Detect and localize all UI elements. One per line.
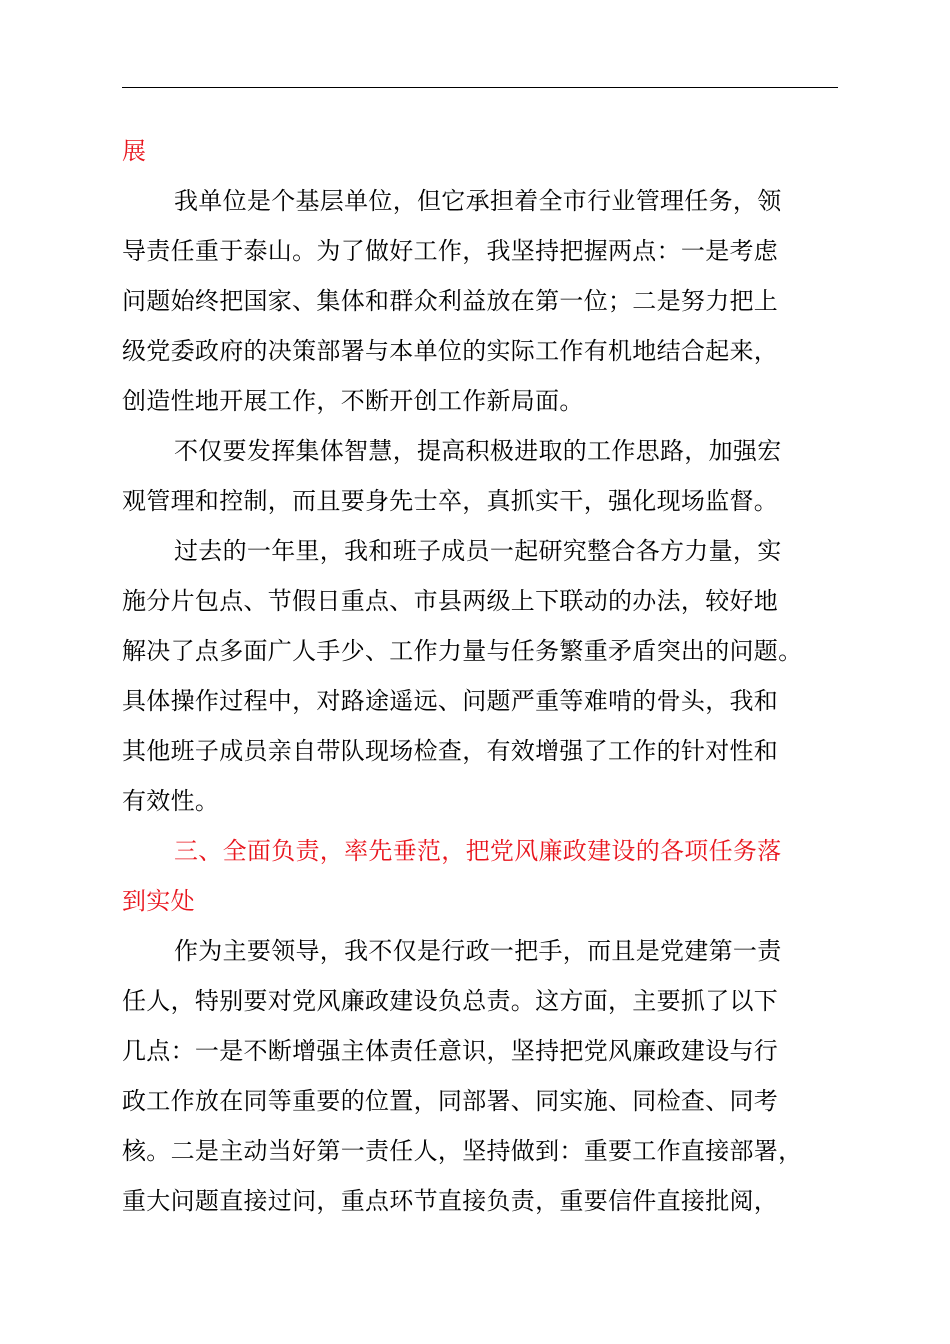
paragraph-line: 核。二是主动当好第一责任人，坚持做到：重要工作直接部署， <box>122 1137 803 1165</box>
paragraph-line: 问题始终把国家、集体和群众利益放在第一位；二是努力把上 <box>122 287 779 315</box>
section-heading: 到实处 <box>122 887 195 915</box>
document-body <box>122 126 838 1226</box>
paragraph-line: 几点：一是不断增强主体责任意识，坚持把党风廉政建设与行 <box>122 1037 779 1065</box>
paragraph-line: 我单位是个基层单位，但它承担着全市行业管理任务，领 <box>174 187 782 215</box>
paragraph-line: 过去的一年里，我和班子成员一起研究整合各方力量，实 <box>174 537 782 565</box>
paragraph-line: 创造性地开展工作，不断开创工作新局面。 <box>122 387 584 415</box>
heading-continuation: 展 <box>122 137 147 165</box>
paragraph-line: 政工作放在同等重要的位置，同部署、同实施、同检查、同考 <box>122 1087 779 1115</box>
section-heading: 三、全面负责，率先垂范，把党风廉政建设的各项任务落 <box>174 837 782 865</box>
paragraph-line: 重大问题直接过问，重点环节直接负责，重要信件直接批阅， <box>122 1187 779 1215</box>
paragraph-line: 解决了点多面广人手少、工作力量与任务繁重矛盾突出的问题。 <box>122 637 803 665</box>
paragraph-line: 有效性。 <box>122 787 220 815</box>
paragraph-line: 其他班子成员亲自带队现场检查，有效增强了工作的针对性和 <box>122 737 779 765</box>
header-rule <box>122 87 838 88</box>
paragraph-line: 施分片包点、节假日重点、市县两级上下联动的办法，较好地 <box>122 587 779 615</box>
paragraph-line: 不仅要发挥集体智慧，提高积极进取的工作思路，加强宏 <box>174 437 782 465</box>
paragraph-line: 导责任重于泰山。为了做好工作，我坚持把握两点：一是考虑 <box>122 237 779 265</box>
paragraph-line: 任人，特别要对党风廉政建设负总责。这方面，主要抓了以下 <box>122 987 779 1015</box>
paragraph-line: 具体操作过程中，对路途遥远、问题严重等难啃的骨头，我和 <box>122 687 779 715</box>
paragraph-line: 观管理和控制，而且要身先士卒，真抓实干，强化现场监督。 <box>122 487 779 515</box>
paragraph-line: 级党委政府的决策部署与本单位的实际工作有机地结合起来， <box>122 337 779 365</box>
paragraph-line: 作为主要领导，我不仅是行政一把手，而且是党建第一责 <box>174 937 782 965</box>
